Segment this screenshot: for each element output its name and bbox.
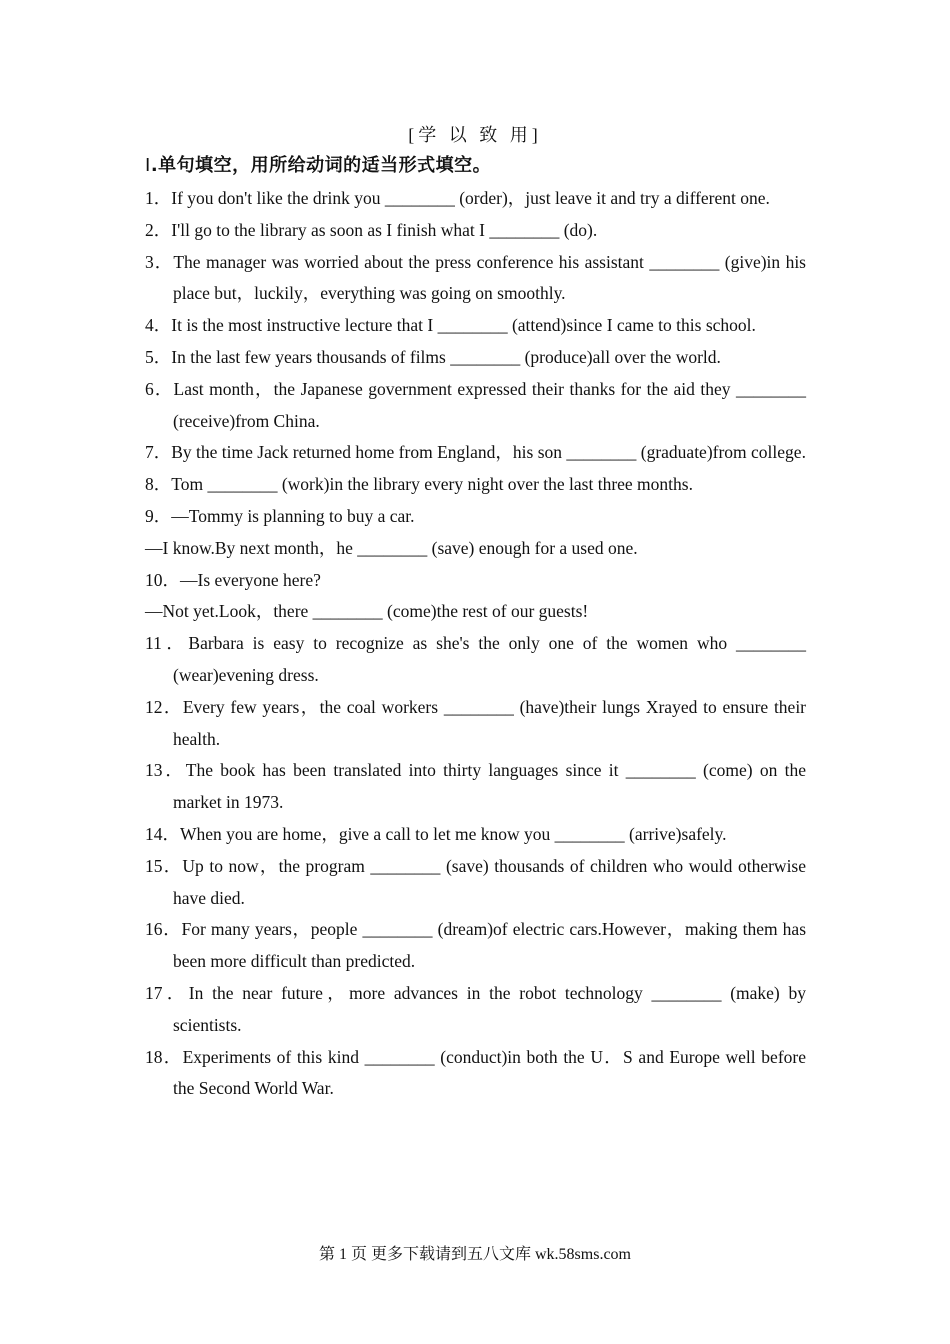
question-item: [145, 183, 806, 215]
question-item: [145, 755, 806, 819]
question-number: 2．: [145, 219, 172, 240]
question-number: 16．: [145, 919, 182, 940]
question-text: Every few years，the coal workers ________ (have)their lungs Xrayed to ensure their health.: [173, 696, 807, 749]
page-title: [学 以 致 用]: [408, 125, 542, 145]
question-number: 4．: [145, 315, 172, 336]
question-text: The book has been translated into thirty languages since it ________ (come) on the market in 1973.: [173, 760, 807, 813]
page-footer: 第 1 页 更多下载请到五八文库 wk.58sms.com: [318, 1246, 631, 1263]
section-heading-text: .单句填空，用所给动词的适当形式填空。: [150, 155, 492, 176]
question-number: 15．: [145, 855, 183, 876]
question-text: In the near future，more advances in the robot technology ________ (make) by scientists.: [173, 982, 807, 1035]
question-number: 7．: [145, 442, 172, 463]
question-text: For many years，people ________ (dream)of electric cars.However，making them has been more difficult than predicted.: [173, 919, 807, 972]
question-text: It is the most instructive lecture that I ________ (attend)since I came to this school.: [171, 315, 756, 336]
section-heading: [145, 151, 491, 180]
question-item: [145, 215, 806, 247]
question-number: 13．: [145, 760, 186, 781]
question-number: 10．: [145, 569, 180, 590]
dialogue-reply: —I know.By next month，he ________ (save) enough for a used one.: [145, 537, 638, 558]
question-text: Up to now，the program ________ (save) thousands of children who would otherwise have died.: [173, 855, 807, 908]
question-item: [145, 978, 806, 1042]
question-text: If you don't like the drink you ________ (order)，just leave it and try a different one.: [171, 188, 770, 208]
question-number: 8．: [145, 474, 172, 495]
question-text: By the time Jack returned home from England，his son ________ (graduate)from college.: [171, 442, 806, 463]
question-list: [145, 183, 806, 1105]
question-item: [145, 565, 806, 597]
question-text: —Is everyone here?: [180, 569, 321, 590]
question-item: [145, 819, 806, 851]
question-text: Tom ________ (work)in the library every night over the last three months.: [171, 474, 693, 495]
question-number: 18．: [145, 1046, 183, 1067]
question-number: 17．: [145, 982, 189, 1003]
question-item: [145, 914, 806, 978]
question-text: Last month，the Japanese government expressed their thanks for the aid they ________ (receive)from China.: [173, 378, 807, 431]
question-item: [145, 374, 806, 438]
question-number: 9．: [145, 505, 172, 526]
question-text: Experiments of this kind ________ (conduct)in both the U．S and Europe well before the Second World War.: [173, 1046, 807, 1099]
question-item: [145, 310, 806, 342]
question-item: [145, 1042, 806, 1106]
question-number: 5．: [145, 346, 172, 367]
question-item: [145, 628, 806, 692]
question-number: 3．: [145, 251, 174, 272]
dialogue-reply: —Not yet.Look，there ________ (come)the rest of our guests!: [145, 601, 589, 622]
question-item: [145, 342, 806, 374]
section-roman-numeral: Ⅰ: [145, 155, 151, 175]
question-text: When you are home，give a call to let me know you ________ (arrive)safely.: [180, 823, 727, 844]
question-number: 1．: [145, 188, 172, 208]
question-number: 12．: [145, 696, 183, 717]
question-number: 6．: [145, 378, 174, 399]
question-text: I'll go to the library as soon as I finish what I ________ (do).: [171, 219, 598, 240]
question-number: 11．: [145, 633, 189, 654]
question-text: —Tommy is planning to buy a car.: [171, 505, 415, 526]
question-number: 14．: [145, 823, 180, 844]
question-item: [145, 501, 806, 533]
question-text: The manager was worried about the press conference his assistant ________ (give)in his place but，luckily，everything was going on smoothly.: [173, 251, 806, 304]
question-item: [145, 437, 806, 469]
question-text: Barbara is easy to recognize as she's the only one of the women who ________ (wear)evening dress.: [173, 633, 806, 685]
question-item: [145, 851, 806, 915]
question-item: [145, 247, 806, 311]
question-item: [145, 469, 806, 501]
question-item: [145, 692, 806, 756]
question-text: In the last few years thousands of films ________ (produce)all over the world.: [171, 346, 721, 367]
